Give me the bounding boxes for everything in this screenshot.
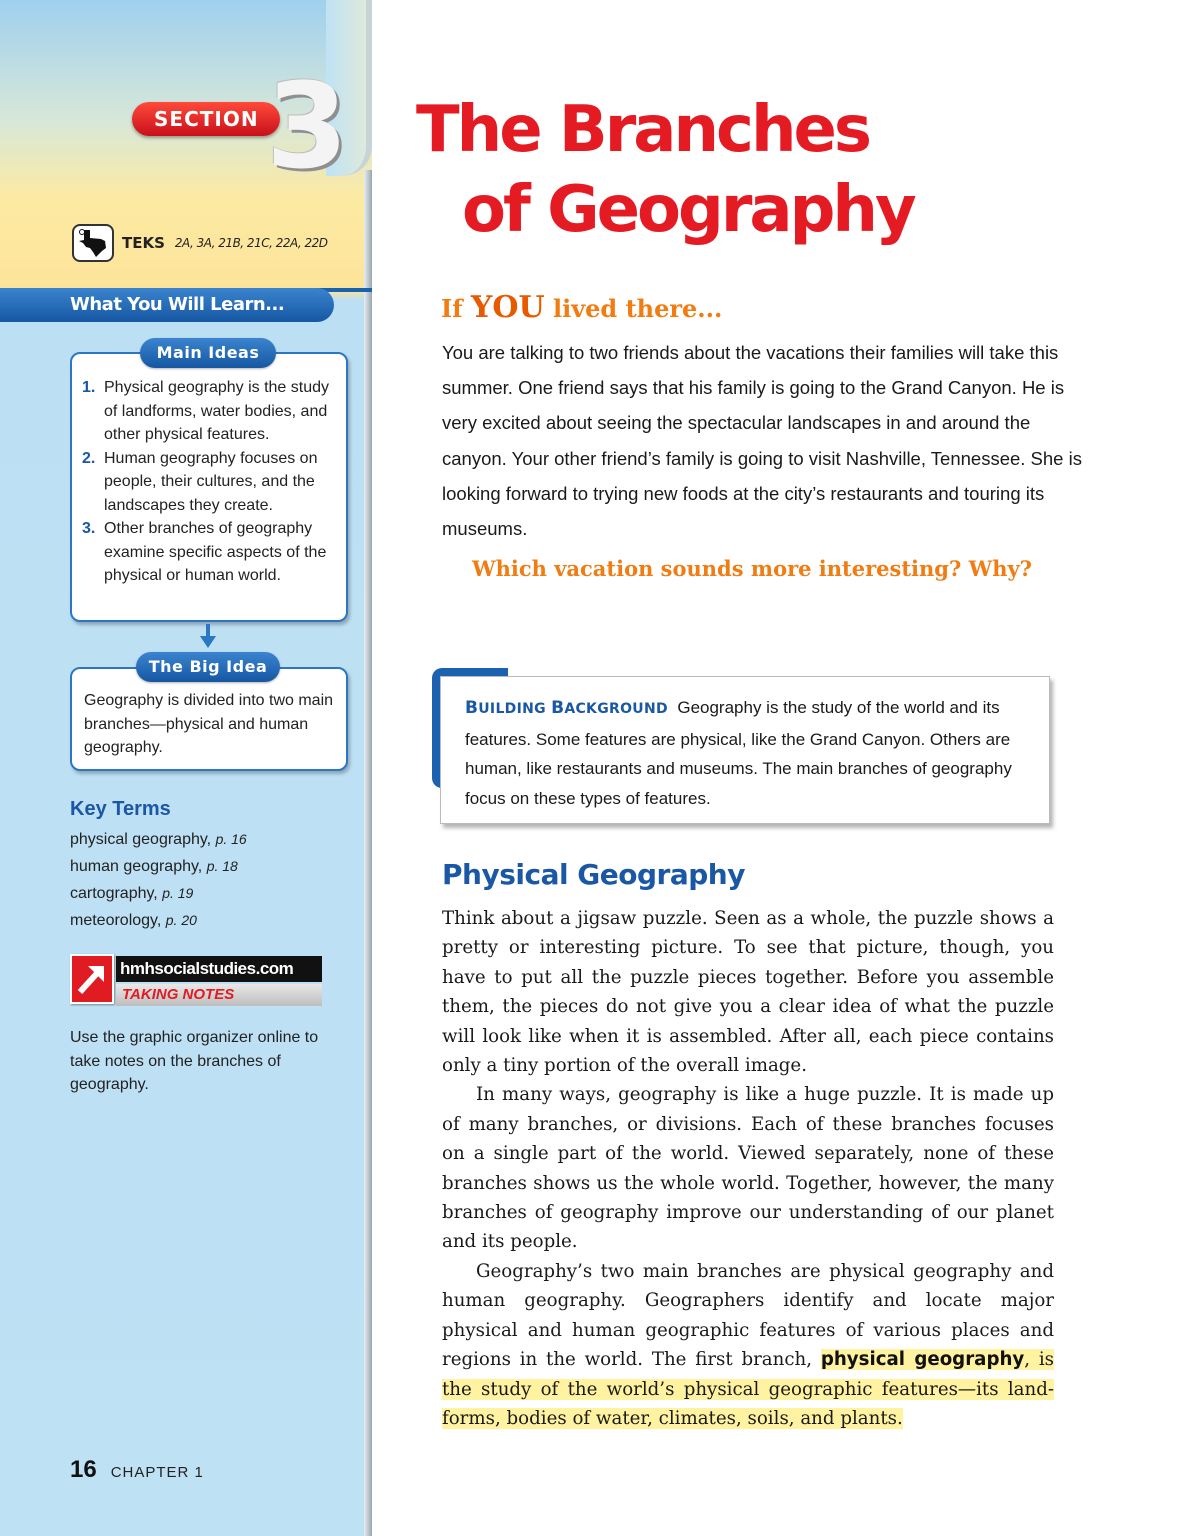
building-background-box [432,668,1052,826]
if-you-lived-text: You are talking to two friends about the vacations their families will take this summer. One friend says that his family is going to the Grand Canyon. He is very excited about seeing the spectacular landscapes in and around the canyon. Your other friend’s family is going to visit Nashville, Tennessee. She is looking forward to trying new foods at the city’s restaurants and touring its museums. [442,342,1082,540]
key-term-page: p. 18 [206,858,238,874]
key-term-page: p. 20 [165,912,197,928]
building-background-panel [440,676,1050,824]
iyl-post: lived there... [544,294,723,323]
key-term-page: p. 16 [215,831,247,847]
key-term: cartography, [70,885,158,902]
arrow-down-icon [200,624,216,650]
body-paragraph-3 [442,1257,1054,1433]
key-terms-title: Key Terms [70,798,171,820]
main-idea-item [82,517,342,588]
main-idea-number: 3. [82,520,96,537]
key-terms-list [70,826,247,934]
texas-icon [72,224,114,262]
section-label: SECTION [132,102,280,136]
bb-label-b2: B [551,698,565,718]
bb-label-ackground: ACKGROUND [564,701,668,717]
main-ideas-box [70,352,348,622]
body-paragraph-2: In many ways, geography is like a huge puzzle. It is made up of many branches, or divisions. Each of these branches focuses on a single part of the world. Viewed separately, none of these branches shows us the whole world. Together, however, the many branches of geography improve our understanding of our planet and its people. [442,1084,1054,1253]
body-paragraph-1: Think about a jigsaw puzzle. Seen as a whole, the puzzle shows a pretty or interesting picture. To see that picture, though, you have to put all the puzzle pieces together. Before you assemble them, the pieces do not give you a clear idea of what the puzzle will look like when it is assembled. After all, each piece contains only a tiny portion of the overall image. [442,908,1054,1077]
title-line-2: of Geography [462,173,914,247]
taking-notes-text: Use the graphic organizer online to take notes on the branches of geography. [70,1029,319,1093]
teks-codes: 2A, 3A, 21B, 21C, 22A, 22D [174,236,328,250]
teks-label: TEKS [122,234,165,252]
main-idea-text: Human geography focuses on people, their cultures, and the landscapes they create. [104,449,318,514]
sidebar-edge [364,170,372,1536]
page-title [416,90,914,250]
bb-label-b: B [465,698,479,718]
teks-row [72,224,328,262]
key-term-physical-geography: physical geography [820,1349,1025,1371]
key-term-item [70,826,247,853]
title-line-1: The Branches [416,93,869,167]
chapter-label: CHAPTER 1 [110,1464,204,1481]
iyl-pre: If [441,294,471,323]
building-background-text: Geography is the study of the world and its features. Some features are physical, like the Grand Canyon. Others are human, like restaurants and museums. The main branches of geography focus on these types of features. [465,698,1012,808]
main-idea-text: Other branches of geography examine specific aspects of the physical or human world. [104,520,327,584]
key-term-item [70,907,247,934]
physical-geography-body [442,904,1054,1433]
main-idea-item [82,447,342,518]
what-you-will-learn-header: What You Will Learn... [0,288,334,322]
key-term-item [70,853,247,880]
main-idea-text: Physical geography is the study of landforms, water bodies, and other physical features. [104,379,330,443]
key-term-page: p. 19 [162,885,194,901]
external-link-arrow-icon [70,954,114,1004]
taking-notes-label: TAKING NOTES [116,984,322,1006]
key-term: physical geography, [70,831,212,848]
key-term: meteorology, [70,912,162,929]
big-idea-text: Geography is divided into two main branches—physical and human geography. [84,692,334,756]
big-idea-title: The Big Idea [136,652,280,682]
key-term: human geography, [70,858,203,875]
building-background-content [465,693,1035,813]
bb-label-uilding: UILDING [478,701,552,717]
building-background-label [465,698,668,718]
if-you-lived-heading [441,290,722,325]
page-number: 16 [70,1456,97,1483]
hmh-site-label: hmhsocialstudies.com [116,956,322,982]
body-paragraph-3a: Geography’s two main branches are physical geography and human geography. Geographers identify and locate major physical and human geographic features of various places and regions in the world. The first branch, [442,1260,1054,1371]
hmh-online-link[interactable] [70,954,322,1010]
main-idea-number: 2. [82,449,96,467]
iyl-you: YOU [470,290,545,325]
body-paragraph-3b: , is the study of the world’s physical geographic features—its land-forms, bodies of water, climates, soils, and plants. [442,1349,1054,1429]
big-idea-box [70,667,348,771]
physical-geography-heading: Physical Geography [442,858,745,891]
main-ideas-list [82,376,342,588]
main-idea-item [82,376,342,447]
main-ideas-title: Main Ideas [140,338,276,368]
key-term-item [70,880,247,907]
main-idea-number: 1. [82,379,96,396]
page-footer [70,1456,204,1484]
if-you-lived-question: Which vacation sounds more interesting? Why? [472,556,1032,581]
section-number: 3 [266,57,349,195]
